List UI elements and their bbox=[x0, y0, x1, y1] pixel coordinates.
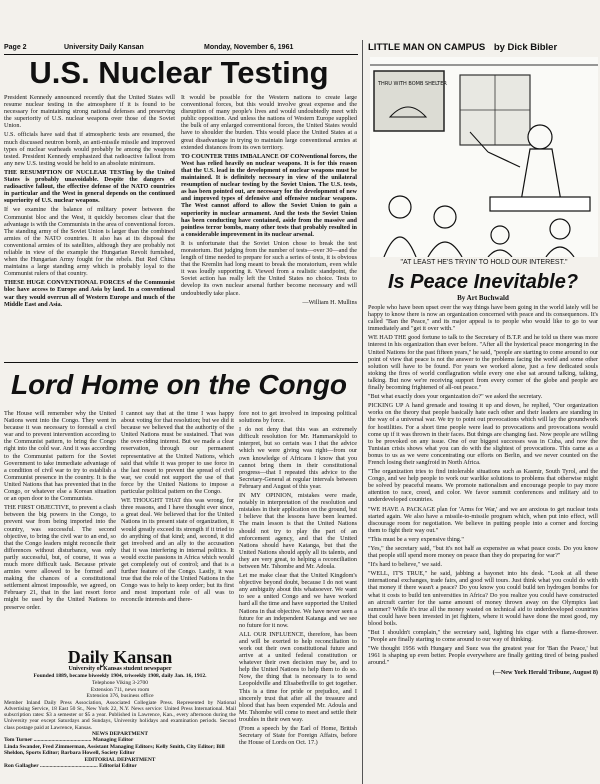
peace-para: WE HAD THE good fortune to talk to the Secretary of B.T.P. and he told us there was more interest in his organization than ever before. "After all the hysterical peace mongering in the United Nations for the past fifteen years," he said, "people are starting to come around to our point of view that peace is not the answer to the problems facing the world and some other solution will have to be found. For years we worked alone, just a few dedicated souls stoking the fires of world conflagration while every one else sat around talking, talking, talking. But now we're receiving support from every corner of the globe and people are finally becoming frightened of all-out peace." bbox=[368, 334, 598, 392]
masthead-staff-2: Linda Swander, Fred Zimmerman, Assistant Managing Editors; Kelly Smith, City Editor; Bill Sheldon, Sports Editor; Barbara Howell, Society Editor bbox=[4, 743, 225, 757]
nuclear-para: U.S. officials have said that if atmospheric tests are resumed, the much discussed neutron bomb, an anti-missile missile and improved types of nuclear warheads would probably be among the weapons tested. President Kennedy emphasized that radioactive fallout from any new U.S. testing would be held to an absolute minimum. bbox=[4, 131, 175, 167]
peace-column bbox=[368, 304, 598, 784]
masthead-ext-business: Extension 376, business office bbox=[86, 693, 154, 699]
congo-column-3 bbox=[239, 410, 357, 784]
cartoon-heading bbox=[368, 42, 600, 54]
congo-title: Lord Home on the Congo bbox=[11, 369, 347, 400]
masthead-body: Member Inland Daily Press Association, Associated Collegiate Press. Represented by National Advertising Service, 18 East 50 St., New York 22, N.Y. News service: United Press International. Mail subscription rates: $3 a semester or $5 a year. Published in Lawrence, Kan., every afternoon during the University year except Saturdays and Sundays, University holidays and examination periods. Second class postage paid at Lawrence, Kansas. bbox=[4, 699, 236, 731]
peace-para: "It's hard to believe," we said. bbox=[368, 561, 443, 569]
masthead-staff-1: Tom Turner .......................................... Managing Editor bbox=[4, 737, 134, 744]
masthead bbox=[4, 648, 236, 784]
peace-byline: By Art Buchwald bbox=[457, 294, 509, 302]
congo-para: fore not to get involved in imposing political solutions by force. bbox=[239, 410, 357, 425]
peace-title: Is Peace Inevitable? bbox=[387, 271, 579, 293]
peace-para: "WE HAVE A PACKAGE plan for 'Arms for War,' and we are anxious to get nuclear tests started again. We also have a missile-to-missile program which, when put into effect, will discourage room for negotiation. We believe in putting people into a corner and forcing them to fight their way out." bbox=[368, 505, 598, 534]
nuclear-para: President Kennedy announced recently that the United States will resume nuclear testing in the atmosphere if it is found to be necessary for maintaining strong national defenses and preserving the superiority of U.S. nuclear weapons over those of the Soviet Union. bbox=[4, 94, 175, 130]
nuclear-para: TO COUNTER THIS IMBALANCE OF CONventional forces, the West has relied heavily on nuclear weapons. It is for this reason that the U.S. lead in the development of nuclear weapons must be maintained. It is definitely necessary in view of the unilateral resumption of nuclear testing by the Soviet Union. The U.S. tests, as has been pointed out, are necessary for the development of new and improved types of defensive and offensive nuclear weapons. The West cannot afford to allow the Soviet Union to gain a superiority in nuclear armament. And the tests the Soviet Union has been conducting have contained, aside from the massive and pointless terror bombs, many other tests that probably resulted in a considerable improvement in its nuclear arsenal. bbox=[181, 152, 357, 238]
masthead-phone: Telephone Viking 3-2700 bbox=[91, 680, 148, 686]
congo-column-1 bbox=[4, 410, 116, 644]
page-header bbox=[4, 44, 358, 54]
peace-para: "WELL, IT'S TRUE," he said, jabbing a bayonet into his desk. "Look at all these international exchanges, trade fairs, and good will tours. Just think what you could do with that money if there wasn't a peace? Do you know you could build ten hydrogen bombs for what it costs to build ten universities in Africa? Do you realize you could have constructed an aircraft carrier for the same amount of money thrown away on the Olympics last summer? While it's true all the money wasted on technical aid to underdeveloped countries that could have been invested in jet fighters, where it would have done the most good, my blood boils. bbox=[368, 570, 598, 627]
page-divider bbox=[362, 40, 363, 784]
nuclear-para: It would be possible for the Western nations to create large conventional forces, but this would involve great expense and the disruption of many people's lives and would undoubtedly meet with public opposition. And unless the nations of Western Europe supplied the bulk of any enlarged conventional forces, the United States would have to shoulder the burden. This would place the United States at a great disadvantage in trying to maintain large conventional armies at extended distances from its own territory. bbox=[181, 94, 357, 151]
nuclear-para: THE RESUMPTION OF NUCLEAR TESTing by the United States is probably unavoidable. Despite the dangers of radioactive fallout, the effective defense of the NATO countries in particular and the West in general depends on the continued superiority of U.S. nuclear weapons. bbox=[4, 168, 175, 205]
masthead-edit-dept: EDITORIAL DEPARTMENT bbox=[84, 756, 156, 763]
peace-para: "But what exactly does your organization do?" we asked the secretary. bbox=[368, 393, 543, 401]
issue-date: Monday, November 6, 1961 bbox=[204, 44, 294, 51]
blackboard-text: THRU WITH BOMB SHELTER bbox=[378, 81, 447, 87]
nuclear-para: If we examine the balance of military power between the Communist bloc and the West, it quickly becomes clear that the advantage is with the Communists in the area of conventional forces. The standing army of the Soviet Union is larger than the combined armies of the NATO countries. It also has at its disposal the conventional armies of its satellites, although they are probably not reliable in view of the example the Hungarian Revolt furnished, when the Hungarian Army fought for the rebels. But Red China maintains a large standing army which is probably loyal to the Communist rulers of that country. bbox=[4, 206, 175, 278]
masthead-news-dept: NEWS DEPARTMENT bbox=[91, 730, 149, 737]
masthead-ext-news: Extension 711, news room bbox=[90, 686, 150, 693]
peace-source: (—New York Herald Tribune, August 8) bbox=[492, 668, 598, 676]
congo-para: Let me make clear that the United Kingdom's objective beyond doubt, because I do not want any ambiguity about this whatsoever. We want to see a united Congo and we have worked hard all the time and have supported the United Nations in that objective. We have never seen a future for an independent Katanga and we see no future for it now. bbox=[239, 572, 357, 629]
cartoon-panel bbox=[370, 57, 598, 257]
nuclear-column-1 bbox=[4, 94, 175, 358]
nuclear-column-2 bbox=[181, 94, 357, 358]
congo-para: ALL OUR INFLUENCE, therefore, has been and will be exerted to help reconciliation to work out their own constitutional future and arrive at a united federal constitution or whatever their own decision may be, and to help the United Nations to help them to do so. Now, the thing that is necessary is to send Leopoldville and Elisabethville to get together. This is a time for pride or prejudice, and I sincerely trust that after all the treasure and blood that has been expended Mr. Adoula and Mr. Tshombe will come to meet and settle their troubles in their own way. bbox=[239, 630, 357, 723]
masthead-name: Daily Kansan bbox=[67, 648, 173, 667]
congo-para: The House will remember why the United Nations went into the Congo. They went in because it was necessary to forestall a civil war and to prevent intervention according to the Communist pattern, to bring the Congo right into the cold war. And it was according to the Communist pattern for the Soviet Government to take immediate advantage of a condition of civil war to try to establish a Communist presence in the country. It is the United Nations that has prevented that in the Congo, or whatever else a Korean situation or an open door to the Communists. bbox=[4, 410, 116, 503]
congo-para: (From a speech by the Earl of Home, British Secretary of State for Foreign Affairs, before the House of Lords on Oct. 17.) bbox=[239, 725, 357, 747]
nuclear-para: It is unfortunate that the Soviet Union chose to break the test moratorium. But judging from the number of tests—over 30—and the length of time needed to prepare for such a series of tests, it is obvious that the Kremlin had long meant to break the moratorium, even while it was loudly supporting it. Viewed from a realistic standpoint, the Soviet action has really left the United States no choice. Tests to develop its own nuclear arsenal further become necessary and will undoubtedly take place. bbox=[181, 239, 357, 297]
peace-para: "The organization tries to find intolerable situations such as Kasmir, South Tyrol, and the Congo, and we help people to work our warlike solutions to problems that otherwise might be solved by peaceful means. We promote nationalism and encourage people to pay more attention to race, creed, and color. We favor summit conferences and military aid to underdeveloped countries. bbox=[368, 468, 598, 504]
congo-para: I do not deny that this was an extremely difficult resolution for Mr. Hammarskjold to interpret, but so certain was I that the advice which we were giving was right—from our own knowledge of Africans I know that you cannot bring them in their constitutional progress—that I repeated this advice to the Secretary-General at regular intervals between February and August of this year. bbox=[239, 426, 357, 490]
cartoon-caption: "AT LEAST HE'S TRYIN' TO HOLD OUR INTEREST." bbox=[400, 259, 568, 266]
congo-para: I cannot say that at the time I was happy about voting for that resolution; but we did it because we believed that the authority of the United Nations must be sustained. That was the over-riding interest. But we made a clear reservation, through our permanent representative at the United Nations, which said that while it was proper to use force in the last resort to prevent the spread of civil war, we could not support the use of that force by the United Nations to impose a particular political pattern on the Congo. bbox=[121, 410, 234, 496]
cartoon-title: LITTLE MAN ON CAMPUS bbox=[368, 42, 486, 53]
nuclear-byline: —William H. Mullins bbox=[302, 298, 357, 306]
nuclear-title: U.S. Nuclear Testing bbox=[29, 55, 329, 90]
peace-para: "We thought 1956 with Hungary and Suez was the greatest year for 'Ban the Peace,' but 1961 is shaping up even better. People everywhere are finally getting tired of being pushed around." bbox=[368, 645, 598, 667]
page-number: Page 2 bbox=[4, 44, 27, 51]
peace-para: "But I shouldn't complain," the secretary said, lighting his cigar with a flame-thrower. "People are finally starting to come around to our way of thinking. bbox=[368, 629, 598, 644]
masthead-tagline: University of Kansas student newspaper bbox=[68, 666, 172, 672]
masthead-staff-3: Ron Gallagher .......................................... Editorial Editor bbox=[4, 763, 137, 770]
peace-para: "This must be a very expensive thing." bbox=[368, 535, 464, 543]
congo-column-2 bbox=[121, 410, 234, 644]
paper-name: University Daily Kansan bbox=[64, 44, 144, 51]
nuclear-para: THESE HUGE CONVENTIONAL FORCES of the Communist bloc have access to Europe and Asia by land. In a conventional war they would overrun all of Western Europe and much of the Middle East and Asia. bbox=[4, 279, 175, 308]
congo-para: WE THOUGHT THAT this was wrong, for three reasons, and I have thought ever since, a great deal. We believed that for the United Nations in its present state of organization, it would greatly exceed its strength if it tried to do anything of that kind; and, second, it did get involved and an ally to the accusation that it was interfering in internal politics. It would excite passions in Africa which would get completely out of control; and that is a further feature of the Congo. Lastly, it was true that the role of the United Nations in the Congo was to help to keep order; but its first and most important role of all was to reconcile interests and there- bbox=[121, 497, 234, 604]
congo-para: THE FIRST OBJECTIVE, to prevent a clash between the big powers in the Congo, to prevent war from being imported into the country, was successful. The second objective, to bring the civil war to an end, so that the Congo leaders might reconcile their differences without disturbance, was only partly successful, but, of course, it was a much more difficult task. Because private armies were allowed to be formed and making the chances of a constitutional settlement almost impossible, we agreed, on February 21, that in the last resort force might be used by the United Nations to preserve order. bbox=[4, 504, 116, 611]
peace-para: People who have been upset over the way things have been going in the world lately will be happy to know there is now an organization concerned with peace and its consequences. It's called "Ban the Peace," and its major appeal is to people who would like to go to war immediately and "get it over with." bbox=[368, 304, 598, 333]
masthead-founded: Founded 1889, became biweekly 1904, triweekly 1908, daily Jan. 16, 1912. bbox=[33, 673, 207, 679]
peace-para: "Yes," the secretary said, "but it's not half as expensive as what peace costs. Do you know that people still spend more money on peace than they do preparing for war?" bbox=[368, 545, 598, 560]
section-rule bbox=[4, 362, 358, 363]
cartoon-illustration bbox=[370, 57, 598, 257]
cartoon-author: by Dick Bibler bbox=[493, 42, 558, 53]
peace-para: PICKING UP A hand grenade and tossing it up and down, he replied, "Our organization works on the theory that people basically hate each other and their leaders are standing in the way of a universal war. We try to point out provocations which will lay the groundwork for hostilities. For a short time people were lead to provocations and provocations would come up if it was thrown in their faces. But things are changing fast. Now people are willing to be provoked on any issue. One of our biggest successes was in Cuba, and now the Tunisian crisis shows what you can do with the slightest of provocations. This came as a bonus to us as we were concentrating our efforts on Berlin, and we never counted on the French losing their sangfroid in North Africa. bbox=[368, 402, 598, 466]
congo-para: IN MY OPINION, mistakes were made, notably in interpretation of the resolution and mistakes in their application on the ground, but I believe that the lessons have been learned. The main lesson is that the United Nations should not try to play the part of an enforcement agency, and that the United Nations should have Katanga, but that the United Nations should apply all its talents, and they are very great, to helping a reconciliation between Mr. Tshombe and Mr. Adoula. bbox=[239, 492, 357, 570]
